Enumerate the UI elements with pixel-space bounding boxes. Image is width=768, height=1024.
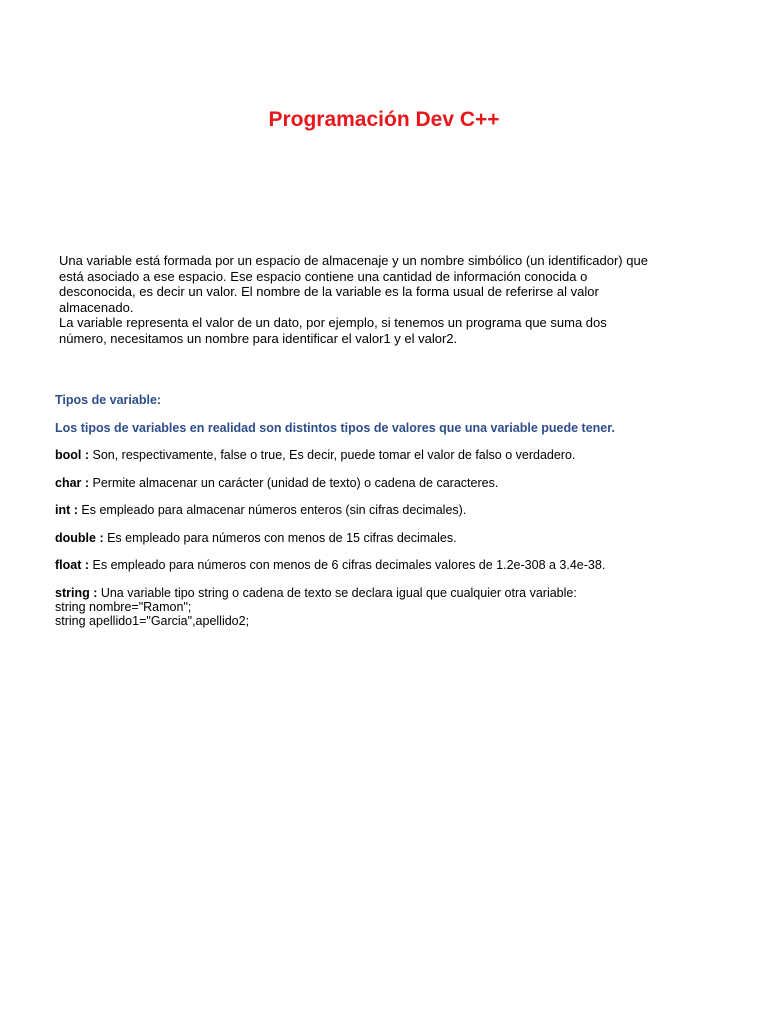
type-name: string : xyxy=(55,586,98,600)
section-lead: Los tipos de variables en realidad son distintos tipos de valores que una variable puede tener. xyxy=(55,421,615,435)
code-example-line: string apellido1="Garcia",apellido2; xyxy=(55,614,250,628)
type-item-string xyxy=(55,586,577,600)
type-description: Es empleado para almacenar números enteros (sin cifras decimales). xyxy=(77,503,467,517)
intro-paragraph: La variable representa el valor de un dato, por ejemplo, si tenemos un programa que suma dos número, necesitamos un nombre para identificar el valor1 y el valor2. xyxy=(59,315,607,346)
type-description: Es empleado para números con menos de 6 cifras decimales valores de 1.2e-308 a 3.4e-38. xyxy=(89,558,606,572)
type-item-char xyxy=(55,476,498,490)
type-name: char : xyxy=(55,476,90,490)
type-item-double xyxy=(55,531,457,545)
type-description: Permite almacenar un carácter (unidad de texto) o cadena de caracteres. xyxy=(89,476,499,490)
type-description: Es empleado para números con menos de 15 cifras decimales. xyxy=(103,531,457,545)
type-name: int : xyxy=(55,503,78,517)
type-item-bool xyxy=(55,448,575,462)
type-name: float : xyxy=(55,558,90,572)
type-item-int xyxy=(55,503,466,517)
type-name: bool : xyxy=(55,448,90,462)
code-example-line: string nombre="Ramon"; xyxy=(55,600,192,614)
type-item-float xyxy=(55,558,605,572)
intro-text xyxy=(59,253,649,347)
section-heading: Tipos de variable: xyxy=(55,393,162,407)
intro-paragraph: Una variable está formada por un espacio de almacenaje y un nombre simbólico (un identificador) que está asociado a ese espacio. Ese espacio contiene una cantidad de información conocida o desconocida, es decir un valor. El nombre de la variable es la forma usual de referirse al valor almacenado. xyxy=(59,253,648,315)
type-description: Son, respectivamente, false o true, Es decir, puede tomar el valor de falso o verdadero. xyxy=(89,448,576,462)
type-name: double : xyxy=(55,531,104,545)
type-description: Una variable tipo string o cadena de texto se declara igual que cualquier otra variable: xyxy=(97,586,577,600)
document-title: Programación Dev C++ xyxy=(268,108,500,131)
